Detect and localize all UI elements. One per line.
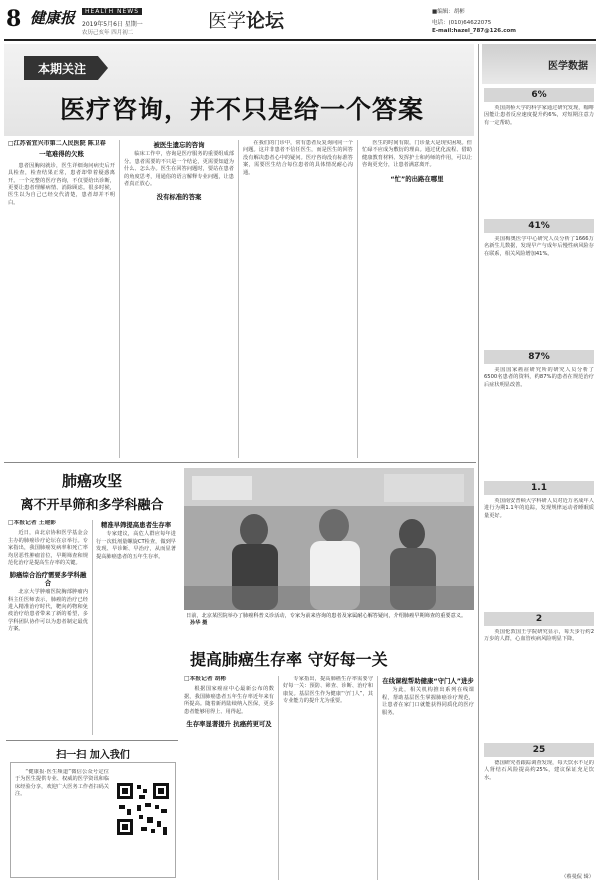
lung-col2	[96, 520, 176, 735]
section-title-a: 医学	[208, 10, 247, 32]
photo-figures-illustration	[184, 468, 474, 610]
masthead	[0, 0, 600, 40]
top-article-col4	[362, 140, 472, 460]
survival-body-3: 为此，相关机构推出系列在线课程，帮助基层医生掌握肺癌诊疗规范，让患者在家门口就能获得同质化的医疗服务。	[382, 687, 474, 716]
top-article-col1	[8, 140, 115, 460]
survival-subhead-1: 生存率显著提升 抗癌药更可及	[186, 720, 272, 729]
stat-text: 德国研究者跟踪调查发现，每天饮水不足的人肾结石风险提高约25%，建议保证充足饮水。	[484, 760, 594, 781]
top-article-body-4: 医生的时间有限，门诊量大是现实困境。但忙碌不应成为敷衍的理由。通过优化流程、借助健康教育材料、发挥护士和药师的作用，可以让咨询更充分，让患者满意离开。	[362, 140, 472, 169]
top-article-source: □江苏省宜兴市第二人民医院 陈卫春	[8, 140, 106, 147]
column-divider	[478, 44, 479, 880]
page-number: 8	[6, 6, 22, 32]
stat-item	[484, 743, 594, 864]
stat-text: 英国伦敦国王学院研究显示，每天步行约2万步的人群，心血管疾病风险明显下降。	[484, 629, 594, 643]
stat-text: 英国剑桥大学的科学家通过研究发现，咖啡因能让患者反应速度提升约6%，对短期注意力有一定帮助。	[484, 105, 594, 126]
editor-info: ■编辑：胡彬	[432, 9, 465, 15]
headline: 医疗咨询，并不只是给一个答案	[60, 95, 425, 124]
news-photo	[184, 468, 474, 610]
stat-value: 2	[484, 612, 594, 626]
survival-body-1: 根据国家癌症中心最新公布的数据，我国肺癌患者五年生存率近年来有所提高。随着新药陆续纳入医保，更多患者能够用得上、用得起。	[184, 686, 274, 715]
qr-text: “健康报·医生频道”微信公众号定位于为医生提供专业、权威的医学资讯和临床经验分享，欢迎广大医务工作者扫码关注。	[15, 769, 109, 798]
top-article-subhead-2: 被医生遗忘的咨询	[153, 141, 205, 149]
right-column-title: 医学数据	[548, 61, 588, 72]
top-article-subhead-3: 没有标准的答案	[156, 193, 202, 202]
top-article-body-1: 患者因胸闷就诊，医生详细询问病史后开具检查，检查结果正常，患者却带着疑惑离开。一个完整的医疗咨询，不仅要给出诊断，更要让患者理解病情、消除顾虑。很多时候，医生以为自己已经交代清楚，患者却并不明白。	[8, 162, 115, 206]
email-info: E-mail:hazel_787@126.com	[432, 28, 516, 34]
top-article-body-2: 临床工作中，咨询是医疗服务的重要组成部分。患者需要的不只是一个结论，更需要知道为什么、怎么办。医生在回答问题时，要站在患者的角度思考，用通俗的语言解释专业问题，让患者真正放心。	[124, 151, 234, 188]
lung-body-1: 近日，由北京协和医学基金会主办的肺癌诊疗论坛在京举行。专家指出，我国肺癌发病率和死亡率均居恶性肿瘤首位，早期筛查和规范化治疗是提高生存率的关键。	[8, 530, 88, 567]
column-divider	[119, 140, 120, 458]
lung-source: □本报记者 王建影	[8, 520, 57, 526]
photo-caption-text: 日前，北京某医院举办了肺癌科普义诊活动，专家为前来咨询的患者及家属耐心解答疑问，介绍肺癌早期筛查的重要意义。	[186, 613, 467, 619]
stat-item	[484, 481, 594, 602]
survival-body-2: 专家指出，提高肺癌生存率需要守好每一关：预防、筛查、诊断、治疗和康复。基层医生作为健康“守门人”，其专业能力的提升尤为重要。	[283, 676, 373, 705]
right-column	[482, 44, 596, 880]
lung-body-3: 专家建议，高危人群应每年进行一次低剂量螺旋CT检查，做到早发现、早诊断、早治疗，从而显著提高肺癌患者的五年生存率。	[96, 531, 176, 560]
survival-col2	[283, 676, 373, 880]
phone-info: 电话：(010)64622075	[432, 20, 492, 26]
stat-value: 1.1	[484, 481, 594, 495]
kicker-badge	[24, 56, 108, 80]
top-article-col2	[124, 140, 234, 460]
lunar-date: 农历己亥年 四月初二	[82, 30, 134, 36]
kicker-text: 本期关注	[38, 62, 87, 76]
survival-subhead-2: 在线课程帮助健康“守门人”进步	[382, 677, 474, 685]
top-article-body-3: 在我们的门诊中，常有患者反复询问同一个问题。这并非患者不信任医生，而是医生的回答没有解决患者心中的疑问。医疗咨询没有标准答案，需要医生结合每位患者的具体情况耐心沟通。	[243, 140, 353, 176]
lung-col1	[8, 520, 88, 735]
stat-item	[484, 612, 594, 733]
masthead-rule	[4, 39, 596, 41]
stat-item	[484, 350, 594, 471]
column-divider	[278, 676, 279, 880]
survival-col3	[382, 676, 474, 880]
stat-value: 41%	[484, 219, 594, 233]
stat-text: 美国梅奥医学中心研究人员分析了1666万名新生儿数据，发现早产与成年后慢性病风险存在联系，相关风险增加41%。	[484, 236, 594, 257]
column-divider	[377, 676, 378, 880]
right-column-header	[482, 44, 596, 84]
lung-headline	[8, 470, 176, 513]
stats-list	[482, 84, 596, 881]
survival-col1	[184, 676, 274, 880]
stat-value: 6%	[484, 88, 594, 102]
stat-value: 87%	[484, 350, 594, 364]
stat-item	[484, 219, 594, 340]
paper-name: 健康报	[30, 9, 76, 27]
survival-source: □本报记者 胡彬	[184, 676, 227, 682]
qr-code-icon[interactable]	[115, 781, 171, 837]
qr-title: 扫一扫 加入我们	[56, 750, 130, 761]
section-divider	[6, 740, 178, 741]
top-article-col3	[243, 140, 353, 460]
survival-headline: 提高肺癌生存率 守好每一关	[190, 650, 388, 669]
lung-body-2: 北京大学肿瘤医院胸部肿瘤内科主任医师表示，肺癌的治疗已经进入精准治疗时代，靶向药物和免疫治疗给患者带来了新的希望，多学科团队协作可以为患者制定最优方案。	[8, 589, 88, 633]
top-article-subhead-1: 一笔难得的欠账	[39, 150, 84, 159]
photo-caption	[186, 613, 472, 628]
lung-subhead-2: 精准早筛提高患者生存率	[100, 521, 172, 529]
top-article-subhead-4: “忙”的出路在哪里	[390, 174, 444, 183]
column-divider	[238, 140, 239, 458]
paper-name-en: HEALTH NEWS	[82, 8, 142, 15]
right-column-credit: （蔡曼侃 辑）	[561, 874, 594, 880]
photo-credit: 孙华 摄	[190, 620, 208, 627]
column-divider	[357, 140, 358, 458]
lung-subhead-1: 肺癌综合治疗需要多学科融合	[9, 571, 87, 587]
section-title	[208, 6, 284, 33]
stat-text: 英国南安普顿大学科研人员对近万名成年人进行为期1.1年的追踪，发现规律运动者睡眠质量更好。	[484, 498, 594, 519]
section-title-b: 论坛	[246, 10, 285, 32]
section-divider	[4, 462, 476, 463]
stat-text: 美国国家癌症研究所的研究人员分析了6500名患者的资料，约87%的患者在规范治疗后症状明显改善。	[484, 367, 594, 388]
stat-item	[484, 88, 594, 209]
stat-value: 25	[484, 743, 594, 757]
issue-date: 2019年5月6日 星期一	[82, 21, 143, 28]
lung-headline-1: 肺癌攻坚	[61, 472, 122, 490]
lung-headline-2: 离不开早筛和多学科融合	[20, 498, 164, 513]
column-divider	[92, 520, 93, 735]
qr-box	[10, 762, 176, 878]
